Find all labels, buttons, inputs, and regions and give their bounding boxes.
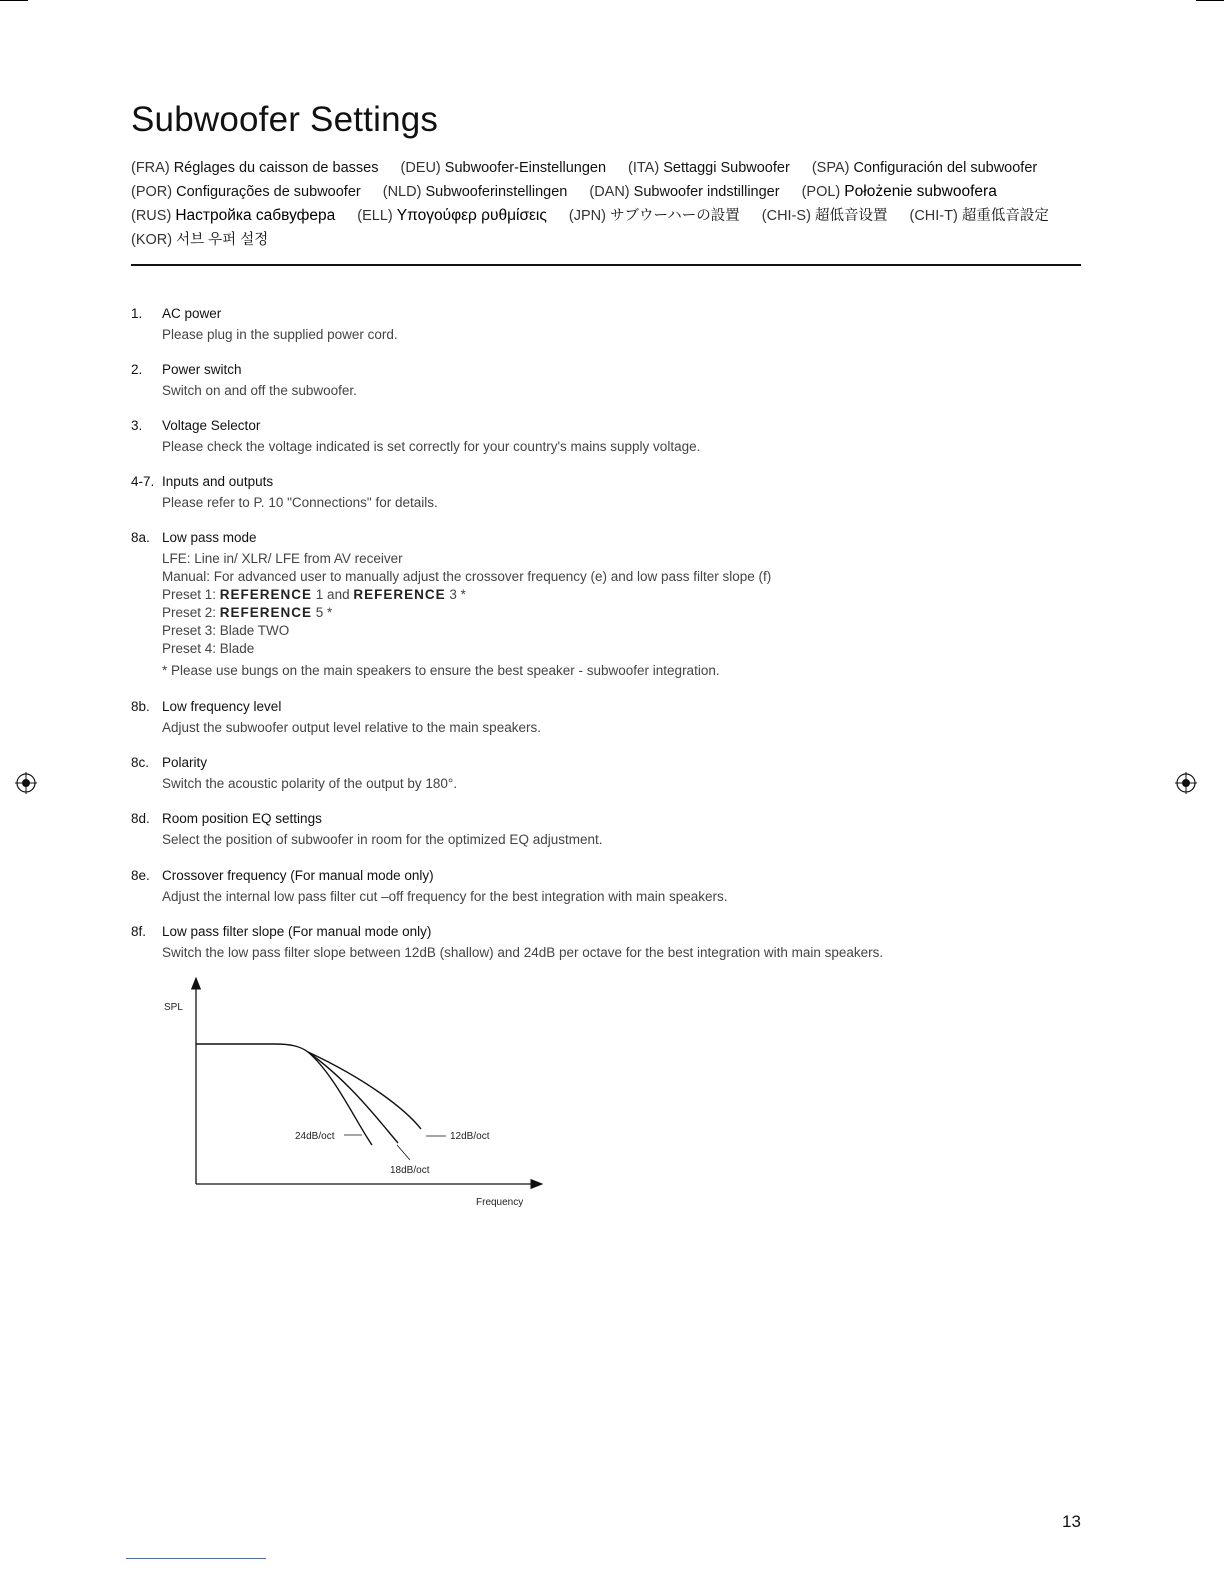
item-description: Please refer to P. 10 "Connections" for details. — [162, 495, 438, 510]
item-heading: Low frequency level — [162, 699, 282, 714]
leader-18 — [397, 1145, 410, 1160]
label-24db: 24dB/oct — [295, 1131, 335, 1142]
manual-mode: Manual: For advanced user to manually adjust the crossover frequency (e) and low pass filter slope (f) — [162, 569, 772, 584]
item-description: Switch on and off the subwoofer. — [162, 383, 357, 398]
item-description: Adjust the subwoofer output level relative to the main speakers. — [162, 720, 541, 735]
item-heading: Voltage Selector — [162, 418, 261, 433]
item-description: Select the position of subwoofer in room for the optimized EQ adjustment. — [162, 832, 603, 847]
item-number: 8d. — [131, 811, 150, 826]
flat-response — [196, 1044, 308, 1052]
item-heading: AC power — [162, 306, 222, 321]
item-number: 8f. — [131, 924, 147, 939]
language-title: (POL) Położenie subwoofera — [801, 183, 997, 200]
language-title: (FRA) Réglages du caisson de basses — [131, 160, 379, 176]
item-heading: Inputs and outputs — [162, 474, 274, 489]
item-description: Adjust the internal low pass filter cut –off frequency for the best integration with main speakers. — [162, 889, 728, 904]
language-title: (ITA) Settaggi Subwoofer — [628, 160, 790, 176]
series-line-12 — [308, 1052, 421, 1129]
crop-mark-right — [1196, 0, 1224, 1]
item-heading: Room position EQ settings — [162, 811, 322, 826]
item-number: 1. — [131, 306, 143, 321]
language-row — [131, 180, 1091, 204]
item-heading: Polarity — [162, 755, 208, 770]
language-title: (SPA) Configuración del subwoofer — [811, 160, 1038, 176]
item-description: Please check the voltage indicated is set correctly for your country's mains supply voltage. — [162, 439, 701, 454]
registration-mark-icon — [15, 772, 37, 794]
slope-chart — [150, 972, 550, 1217]
language-title: (KOR) 서브 우퍼 설정 — [131, 232, 269, 248]
item-description: Switch the low pass filter slope between 12dB (shallow) and 24dB per octave for the best integration with main speakers. — [162, 945, 884, 960]
footer-rule — [126, 1558, 266, 1559]
language-title: (DEU) Subwoofer-Einstellungen — [400, 160, 607, 176]
item-number: 8e. — [131, 868, 150, 883]
language-title: (CHI-S) 超低音设置 — [761, 208, 888, 224]
label-18db: 18dB/oct — [390, 1165, 430, 1176]
item-heading: Low pass mode — [162, 530, 257, 545]
x-axis-label: Frequency — [476, 1197, 524, 1208]
language-title: (RUS) Настройка сабвуфера — [131, 207, 336, 224]
item-heading: Power switch — [162, 362, 242, 377]
language-title: (CHI-T) 超重低音設定 — [909, 208, 1049, 224]
page-title: Subwoofer Settings — [131, 100, 439, 139]
preset-footnote: * Please use bungs on the main speakers to ensure the best speaker - subwoofer integration. — [162, 663, 720, 678]
registration-mark-icon — [1175, 772, 1197, 794]
y-axis-label: SPL — [164, 1002, 183, 1013]
label-12db: 12dB/oct — [450, 1131, 490, 1142]
preset-2: Preset 2: REFERENCE 5 * — [162, 605, 333, 620]
preset-4: Preset 4: Blade — [162, 641, 255, 656]
item-description: Please plug in the supplied power cord. — [162, 327, 398, 342]
item-number: 8a. — [131, 530, 150, 545]
item-description: Switch the acoustic polarity of the output by 180°. — [162, 776, 458, 791]
item-number: 2. — [131, 362, 143, 377]
item-number: 8c. — [131, 755, 150, 770]
lfe-mode: LFE: Line in/ XLR/ LFE from AV receiver — [162, 551, 403, 566]
item-number: 8b. — [131, 699, 150, 714]
item-number: 4-7. — [131, 474, 155, 489]
item-description — [162, 550, 771, 680]
language-titles — [131, 156, 1091, 252]
language-title: (JPN) サブウーハーの設置 — [568, 208, 740, 224]
item-heading: Low pass filter slope (For manual mode only) — [162, 924, 432, 939]
preset-1: Preset 1: REFERENCE 1 and REFERENCE 3 * — [162, 587, 466, 602]
language-title: (POR) Configurações de subwoofer — [131, 184, 361, 200]
language-title: (ELL) Υπογούφερ ρυθμίσεις — [357, 207, 547, 224]
language-title: (NLD) Subwooferinstellingen — [382, 184, 568, 200]
crop-mark-left — [0, 0, 28, 1]
item-heading: Crossover frequency (For manual mode only) — [162, 868, 434, 883]
item-number: 3. — [131, 418, 143, 433]
header-divider — [131, 264, 1081, 266]
language-row — [131, 156, 1091, 180]
page-number: 13 — [1062, 1512, 1081, 1531]
language-title: (DAN) Subwoofer indstillinger — [589, 184, 780, 200]
language-row — [131, 228, 1091, 252]
language-row — [131, 204, 1091, 228]
preset-3: Preset 3: Blade TWO — [162, 623, 290, 638]
